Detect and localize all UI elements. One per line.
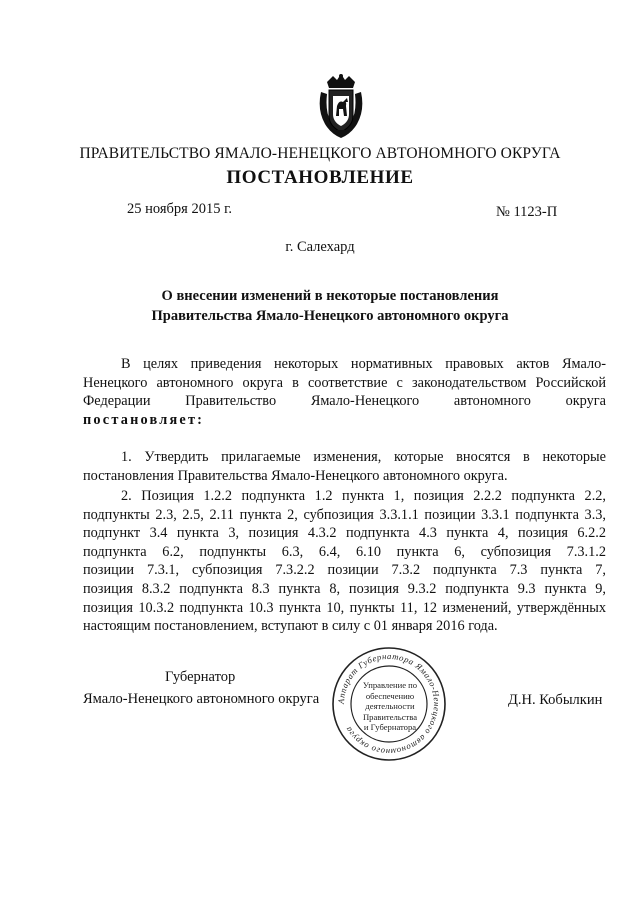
paragraph-line: 1. Утвердить прилагаемые изменения, которые вносятся в некоторые: [121, 449, 606, 465]
preamble-line: Ненецкого автономного округа в соответствие с законодательством Российской: [83, 374, 606, 391]
paragraph-line: подпункт 3.4 пункта 3, позиция 4.3.2 подпункта 4.3 пункта 4, позиция 6.2.2: [83, 525, 606, 542]
paragraph-line: позиция 10.3.2 подпункта 10.3 пункта 10, пункты 11, 12 изменений, утверждённых: [83, 599, 606, 616]
preamble-line: В целях приведения некоторых нормативных правовых актов Ямало-: [121, 356, 606, 372]
paragraph-line: позиции 7.3.1, субпозиция 7.3.2.2 позиции 7.3.2 подпункта 7.3 пункта 7,: [83, 562, 606, 579]
coat-of-arms-emblem: [317, 72, 365, 142]
document-city: г. Салехард: [285, 239, 355, 255]
paragraph-line: подпункта 6.2, подпункты 6.3, 6.4, 6.10 пункта 6, субпозиция 7.3.1.2: [83, 543, 606, 560]
paragraph-line: настоящим постановлением, вступают в силу с 01 января 2016 года.: [83, 618, 498, 635]
preamble: [83, 355, 606, 429]
title-line-2: Правительства Ямало-Ненецкого автономного округа: [151, 308, 509, 324]
document-type: ПОСТАНОВЛЕНИЕ: [226, 167, 414, 188]
paragraph-line: позиция 8.3.2 подпункта 8.3 пункта 8, позиция 9.3.2 подпункта 9.3 пункта 9,: [83, 580, 606, 597]
stamp-line: обеспечению: [365, 690, 415, 701]
stamp-line: Правительства: [362, 711, 418, 722]
paragraph-line: 2. Позиция 1.2.2 подпункта 1.2 пункта 1, позиция 2.2.2 подпункта 2.2,: [121, 488, 606, 504]
organization-name: ПРАВИТЕЛЬСТВО ЯМАЛО-НЕНЕЦКОГО АВТОНОМНОГО ОКРУГА: [79, 145, 561, 162]
signer-position-line-2: Ямало-Ненецкого автономного округа: [83, 691, 320, 707]
stamp-line: и Губернатора: [363, 722, 417, 733]
title-line-1: О внесении изменений в некоторые постановления: [161, 288, 499, 304]
decree-word: постановляет:: [83, 411, 205, 428]
preamble-line: Федерации Правительство Ямало-Ненецкого автономного округа: [83, 393, 606, 410]
document-number: № 1123-П: [496, 204, 558, 220]
paragraph-1: [83, 448, 606, 485]
stamp-ring-text: Аппарат Губернатора Ямало-Ненецкого автономного округа: [335, 650, 443, 758]
paragraph-line: постановления Правительства Ямало-Ненецкого автономного округа.: [83, 467, 508, 484]
document-date: 25 ноября 2015 г.: [127, 201, 233, 217]
stamp-line: деятельности: [365, 701, 415, 712]
signer-position-line-1: Губернатор: [165, 669, 236, 685]
paragraph-line: подпункты 2.3, 2.5, 2.11 пункта 2, субпозиция 3.3.1.1 позиции 3.3.1 подпункта 3.3,: [83, 506, 606, 523]
document-title: [60, 286, 600, 326]
stamp-center-text: [354, 680, 426, 733]
paragraph-2: [83, 487, 606, 636]
stamp-line: Управление по: [362, 680, 418, 690]
signer-name: Д.Н. Кобылкин: [508, 692, 603, 708]
